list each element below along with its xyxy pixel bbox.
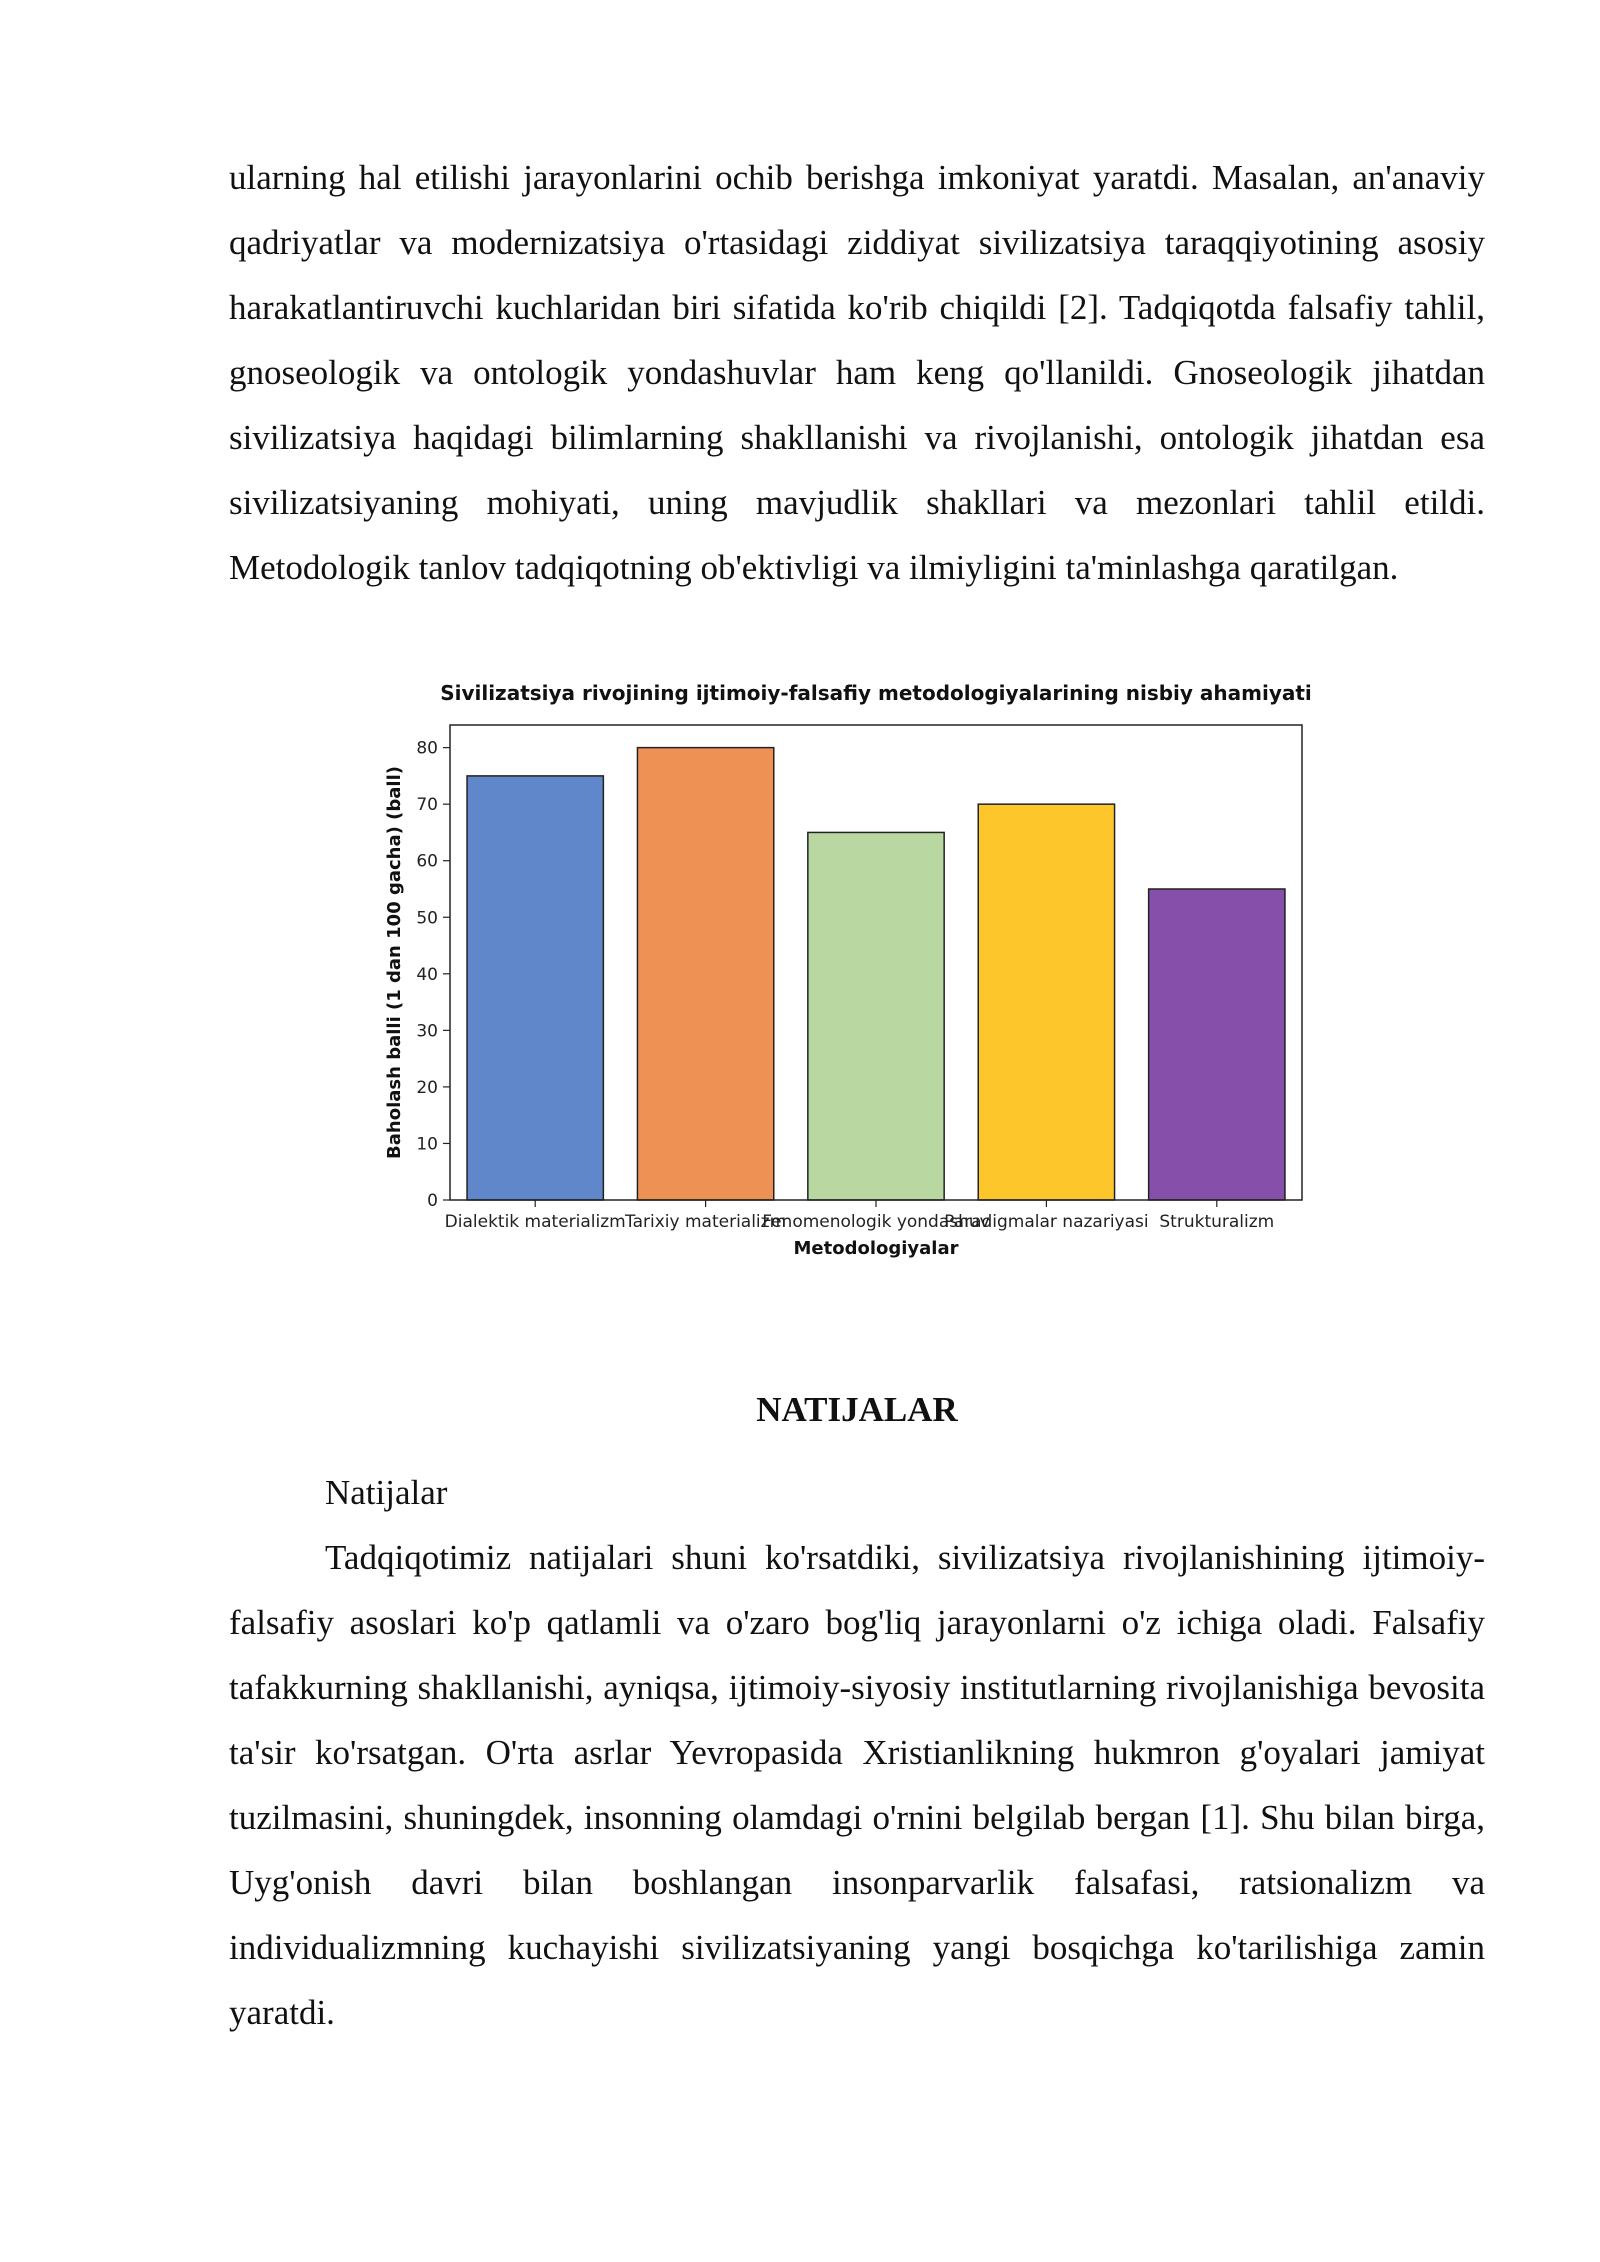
intro-paragraph: ularning hal etilishi jarayonlarini ochib berishga imkoniyat yaratdi. Masalan, an'anaviy qadriyatlar va modernizatsiya o'rtasidagi ziddiyat sivilizatsiya taraqqiyotining asosiy harakatlantiruvchi kuchlaridan biri sifatida ko'rib chiqildi [2]. Tadqiqotda falsafiy tahlil, gnoseologik va ontologik yondashuvlar ham keng qo'llanildi. Gnoseologik jihatdan sivilizatsiya haqidagi bilimlarning shakllanishi va rivojlanishi, ontologik jihatdan esa sivilizatsiyaning mohiyati, uning mavjudlik shakllari va mezonlari tahlil etildi. Metodologik tanlov tadqiqotning ob'ektivligi va ilmiyligini ta'minlashga qaratilgan. <box>229 158 1485 587</box>
results-paragraph: Tadqiqotimiz natijalari shuni ko'rsatdiki, sivilizatsiya rivojlanishining ijtimoiy-falsafiy asoslari ko'p qatlamli va o'zaro bog'liq jarayonlarni o'z ichiga oladi. Falsafiy tafakkurning shakllanishi, ayniqsa, ijtimoiy-siyosiy institutlarning rivojlanishiga bevosita ta'sir ko'rsatgan. O'rta asrlar Yevropasida Xristianlikning hukmron g'oyalari jamiyat tuzilmasini, shuningdek, insonning olamdagi o'rnini belgilab bergan [1]. Shu bilan birga, Uyg'onish davri bilan boshlangan insonparvarlik falsafasi, ratsionalizm va individualizmning kuchayishi sivilizatsiyaning yangi bosqichga ko'tarilishiga zamin yaratdi. <box>229 1538 1485 2032</box>
x-tick-label: Fenomenologik yondashuv <box>762 1212 990 1232</box>
y-tick-label: 30 <box>416 1021 438 1042</box>
x-tick-label: Strukturalizm <box>1159 1212 1275 1232</box>
bar-1 <box>467 776 603 1200</box>
y-tick-label: 20 <box>416 1077 438 1098</box>
subheading: Natijalar <box>325 1473 448 1512</box>
y-tick-label: 50 <box>416 908 438 929</box>
intro-paragraph-block <box>229 145 1485 600</box>
x-tick-label: Tarixiy materializm <box>625 1212 787 1232</box>
results-block <box>229 1460 1485 2045</box>
section-heading: NATIJALAR <box>756 1390 958 1429</box>
x-axis-label: Metodologiyalar <box>793 1238 959 1259</box>
y-tick-label: 0 <box>427 1191 438 1211</box>
x-tick-label: Dialektik materializm <box>444 1212 626 1232</box>
y-tick-label: 40 <box>416 964 438 985</box>
bar-5 <box>1149 889 1285 1200</box>
y-tick-label: 10 <box>416 1134 438 1155</box>
y-tick-label: 70 <box>416 795 438 816</box>
bar-2 <box>637 748 773 1200</box>
bar-chart-figure <box>370 670 1330 1270</box>
chart-title: Sivilizatsiya rivojining ijtimoiy-falsafiy metodologiyalarining nisbiy ahamiyati <box>440 681 1312 705</box>
x-tick-label: Paradigmalar nazariyasi <box>944 1212 1149 1232</box>
bar-chart <box>370 670 1330 1270</box>
bar-4 <box>978 804 1114 1200</box>
y-tick-label: 60 <box>416 851 438 872</box>
y-axis-label: Baholash balli (1 dan 100 gacha) (ball) <box>384 766 405 1159</box>
bar-3 <box>808 832 944 1200</box>
y-tick-label: 80 <box>416 738 438 759</box>
